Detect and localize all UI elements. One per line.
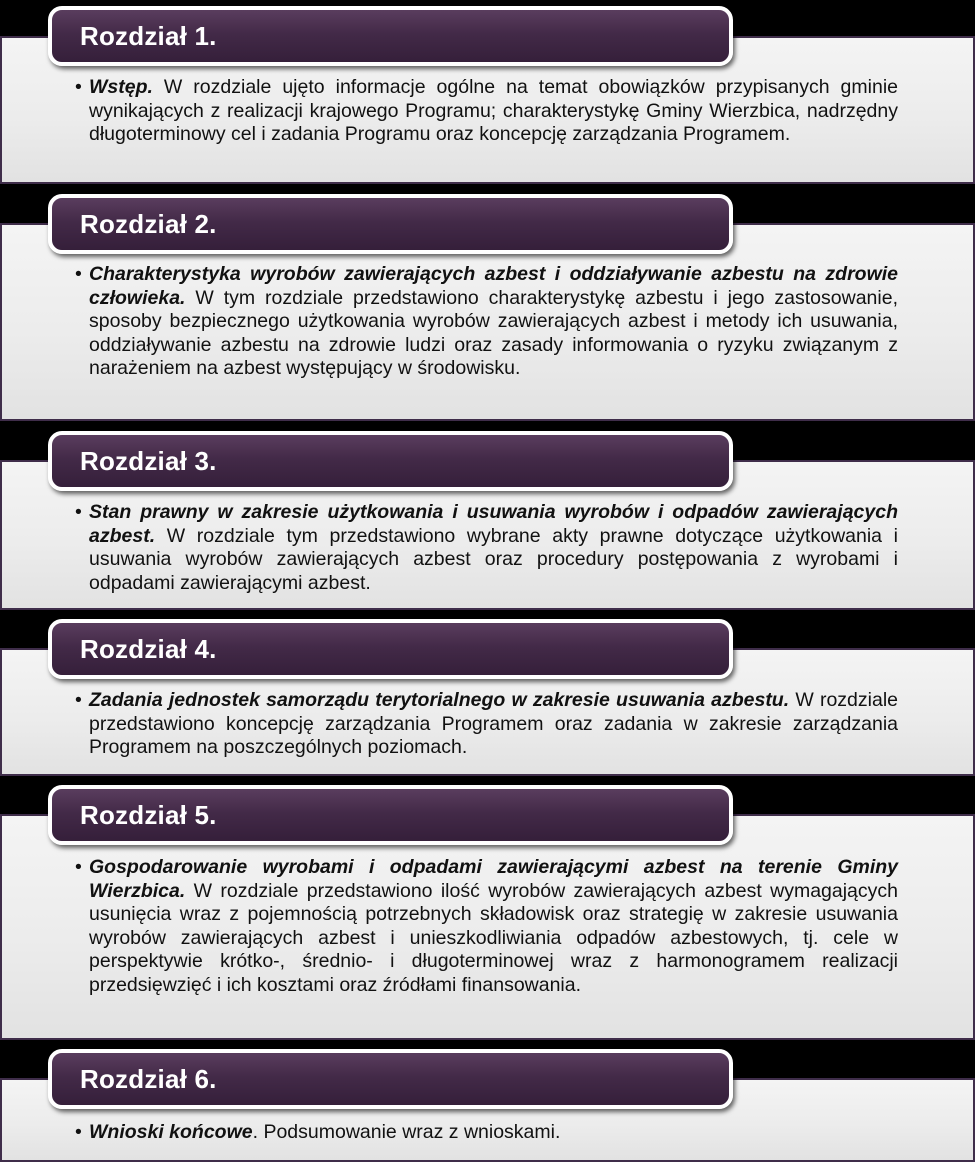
- bullet: •: [75, 263, 82, 285]
- section-5-header: [48, 785, 733, 845]
- section-5-text: W rozdziale przedstawiono ilość wyrobów zawierających azbest wymagających usunięcia wraz z pojemnością potrzebnych składowisk oraz strategię w zakresie usuwania wyrobów zawierających azbest i unieszkodliwiania odpadów azbestowych, tj. cele w perspektywie krótko-, średnio- i długoterminowej wraz z harmonogramem realizacji przedsięwzięć i ich kosztami oraz źródłami finansowania.: [89, 879, 898, 996]
- section-6-title: Rozdział 6.: [80, 1064, 217, 1094]
- section-5-lead: Gospodarowanie wyrobami i odpadami zawierającymi azbest na terenie Gminy Wierzbica.: [89, 856, 898, 902]
- section-3-title: Rozdział 3.: [80, 446, 217, 476]
- section-6-content: [75, 1121, 898, 1145]
- bullet: •: [75, 76, 82, 98]
- section-1-content: [75, 76, 898, 147]
- bullet: •: [75, 1121, 82, 1143]
- section-4-content: [75, 689, 898, 760]
- section-4-text: W rozdziale przedstawiono koncepcję zarządzania Programem oraz zadania w zakresie zarządzania Programem na poszczególnych poziomach.: [89, 689, 898, 759]
- section-4-lead: Zadania jednostek samorządu terytorialnego w zakresie usuwania azbestu.: [89, 689, 790, 711]
- section-3-lead: Stan prawny w zakresie użytkowania i usuwania wyrobów i odpadów zawierających azbest.: [89, 501, 898, 547]
- bullet: •: [75, 501, 82, 523]
- section-1-title: Rozdział 1.: [80, 21, 217, 51]
- section-2-text: W tym rozdziale przedstawiono charakterystykę azbestu i jego zastosowanie, sposoby bezpiecznego użytkowania wyrobów zawierających azbest i metody ich usuwania, oddziaływanie azbestu na zdrowie ludzi oraz zasady informowania o ryzyku związanym z narażeniem na azbest występujący w środowisku.: [89, 286, 898, 380]
- section-5-title: Rozdział 5.: [80, 800, 217, 830]
- bullet: •: [75, 689, 82, 711]
- bullet: •: [75, 856, 82, 878]
- section-1-header: [48, 6, 733, 66]
- section-3-header: [48, 431, 733, 491]
- section-2-header: [48, 194, 733, 254]
- section-4-title: Rozdział 4.: [80, 634, 217, 664]
- section-1-text: W rozdziale ujęto informacje ogólne na temat obowiązków przypisanych gminie wynikających z realizacji krajowego Programu; charakterystykę Gminy Wierzbica, nadrzędny długoterminowy cel i zadania Programu oraz koncepcję zarządzania Programem.: [89, 76, 898, 146]
- section-6-lead: Wnioski końcowe: [89, 1121, 253, 1143]
- section-2-content: [75, 263, 898, 381]
- section-3-content: [75, 501, 898, 595]
- section-1-lead: Wstęp.: [89, 76, 153, 98]
- section-2-title: Rozdział 2.: [80, 209, 217, 239]
- section-3-text: W rozdziale tym przedstawiono wybrane akty prawne dotyczące użytkowania i usuwania wyrobów zawierających azbest oraz procedury postępowania z wyrobami i odpadami zawierającymi azbest.: [89, 524, 898, 594]
- section-2-lead: Charakterystyka wyrobów zawierających azbest i oddziaływanie azbestu na zdrowie człowieka.: [89, 263, 898, 309]
- section-5-content: [75, 856, 898, 998]
- section-6-header: [48, 1049, 733, 1109]
- section-6-text: . Podsumowanie wraz z wnioskami.: [252, 1121, 561, 1143]
- section-4-header: [48, 619, 733, 679]
